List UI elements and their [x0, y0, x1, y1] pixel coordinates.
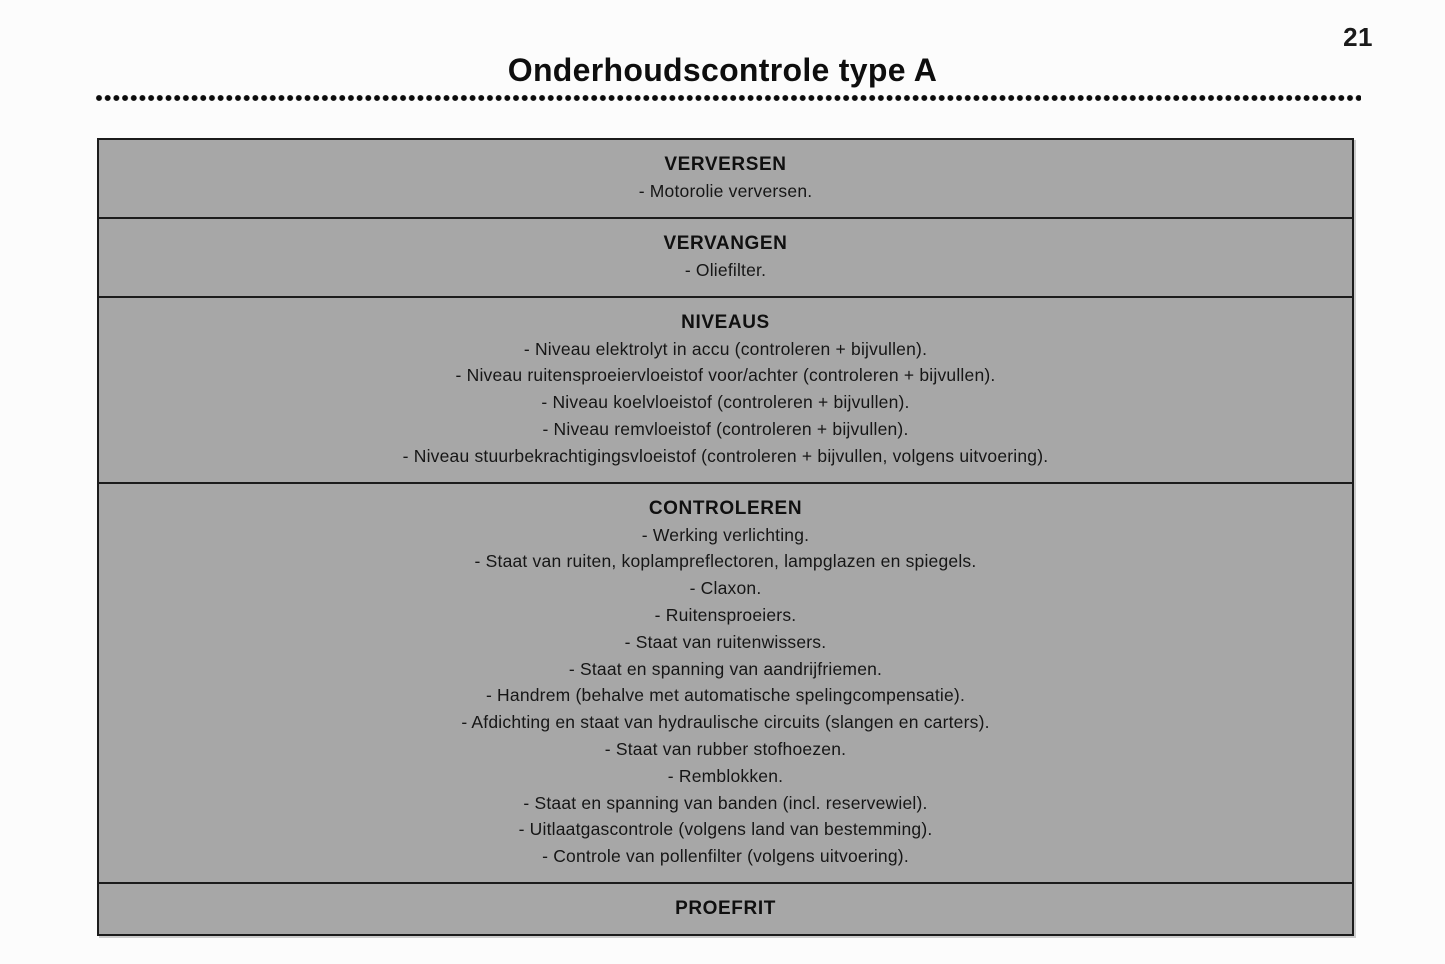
section-item: - Niveau remvloeistof (controleren + bijvullen). [542, 418, 909, 439]
section-header: PROEFRIT [675, 897, 776, 919]
page-title: Onderhoudscontrole type A [507, 52, 938, 88]
section-item: - Niveau elektrolyt in accu (controleren + bijvullen). [523, 338, 928, 359]
section-item: - Staat van ruiten, koplampreflectoren, lampglazen en spiegels. [474, 551, 977, 572]
section-item: - Niveau ruitensproeiervloeistof voor/achter (controleren + bijvullen). [455, 365, 996, 386]
section-item: - Staat van ruitenwissers. [624, 631, 827, 652]
section-item: - Werking verlichting. [641, 524, 810, 545]
page-number: 21 [1343, 22, 1373, 52]
section-header: VERVANGEN [663, 232, 788, 254]
section-item: - Niveau stuurbekrachtigingsvloeistof (controleren + bijvullen, volgens uitvoering). [402, 445, 1049, 466]
section-header: CONTROLEREN [648, 497, 803, 519]
section-header: VERVERSEN [664, 154, 787, 175]
section-header: NIVEAUS [681, 311, 770, 333]
section-item: - Handrem (behalve met automatische spelingcompensatie). [485, 685, 966, 706]
section-item: - Staat en spanning van banden (incl. reservewiel). [523, 792, 928, 813]
section-item: - Ruitensproeiers. [654, 604, 797, 625]
section-item: - Staat en spanning van aandrijfriemen. [568, 658, 883, 679]
section-item: - Afdichting en staat van hydraulische circuits (slangen en carters). [461, 712, 990, 733]
section-item: - Staat van rubber stofhoezen. [604, 738, 847, 759]
maintenance-table [97, 138, 1354, 936]
section-item: - Niveau koelvloeistof (controleren + bijvullen). [541, 392, 910, 413]
section-item: - Claxon. [689, 578, 762, 599]
section-item: - Oliefilter. [684, 259, 767, 280]
table-section [99, 484, 1352, 884]
section-item: - Controle van pollenfilter (volgens uitvoering). [542, 846, 909, 867]
section-item: - Remblokken. [667, 765, 784, 786]
table-section [99, 219, 1352, 298]
table-section [99, 884, 1352, 934]
section-item: - Uitlaatgascontrole (volgens land van bestemming). [518, 819, 933, 840]
table-section [99, 140, 1352, 219]
table-section [99, 298, 1352, 484]
section-item: - Motorolie verversen. [638, 181, 813, 201]
dotted-rule [95, 94, 1361, 102]
